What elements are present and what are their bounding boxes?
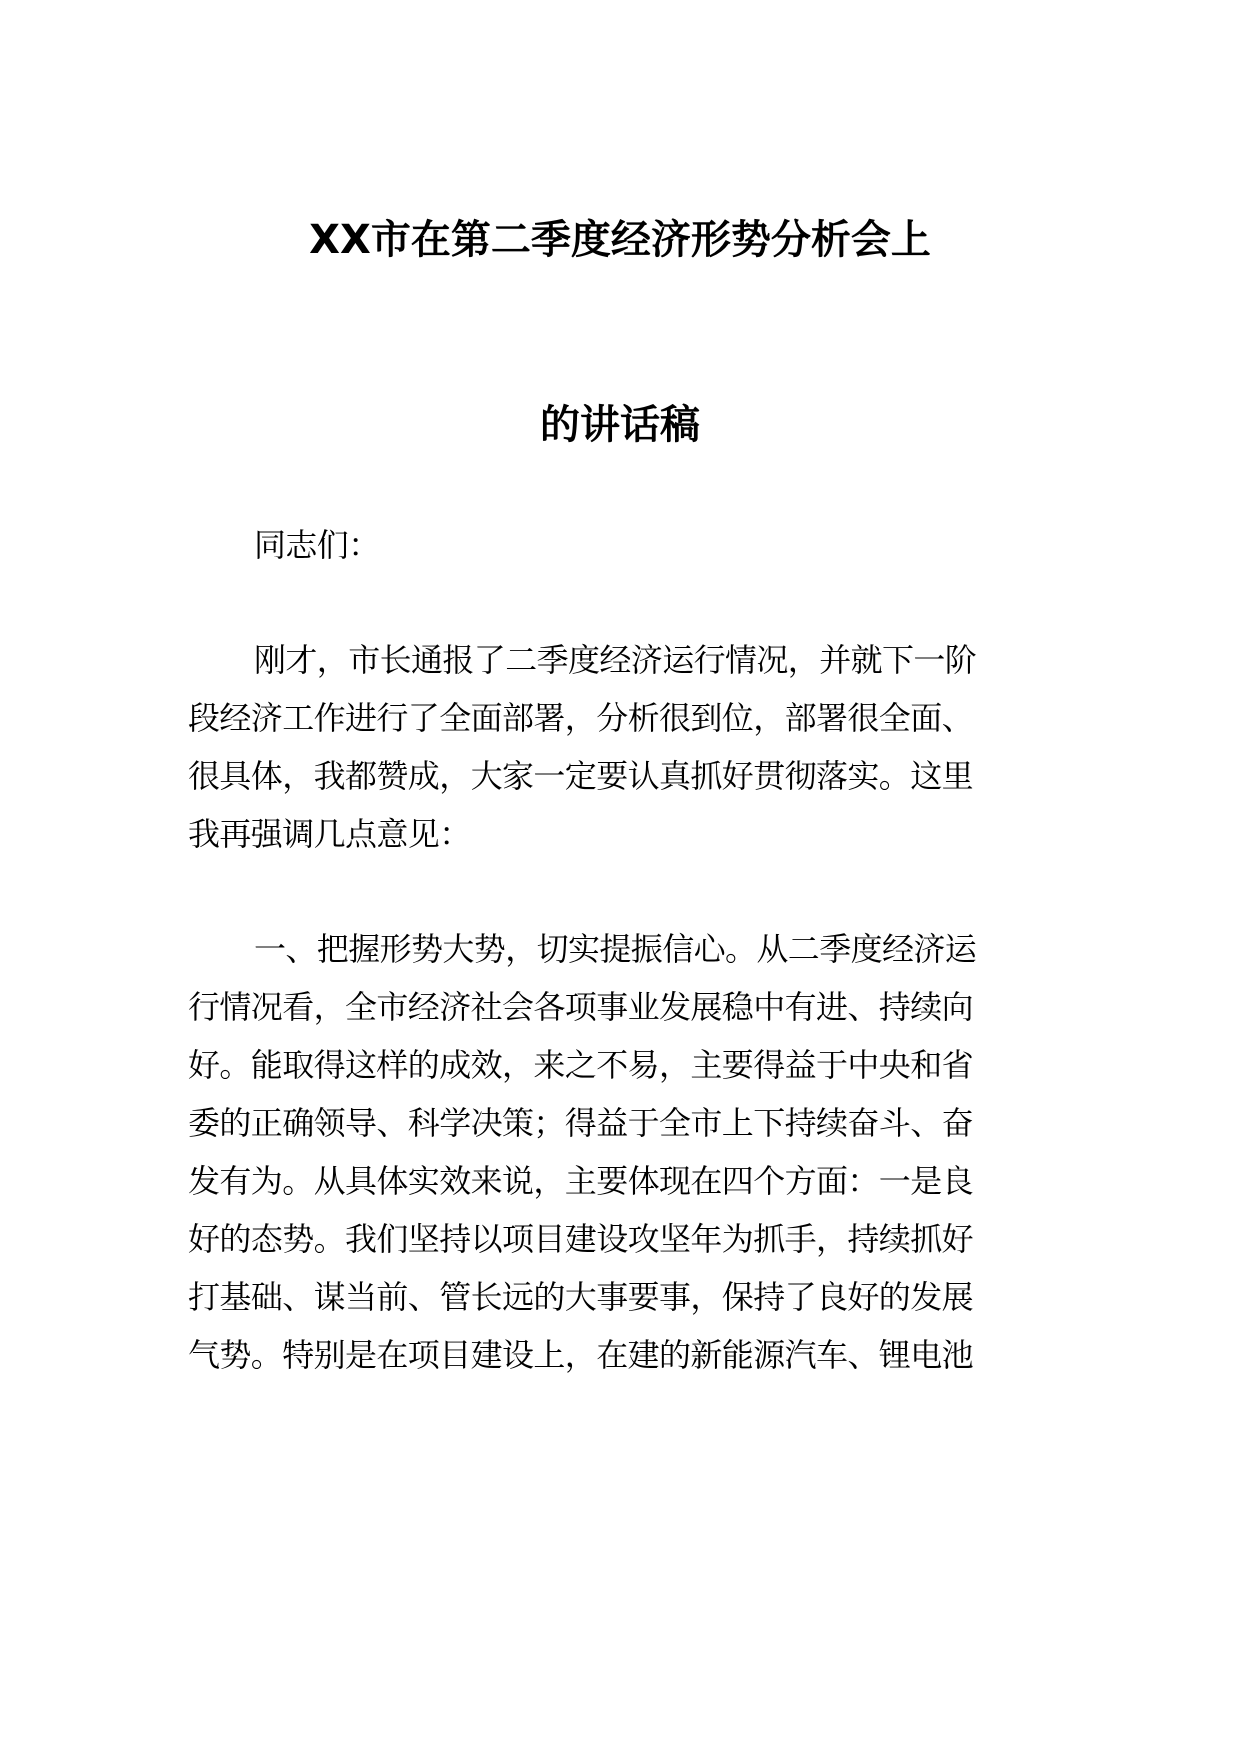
paragraph-line: 气势。特别是在项目建设上，在建的新能源汽车、锂电池 <box>188 1336 974 1374</box>
paragraph-line: 很具体，我都赞成，大家一定要认真抓好贯彻落实。这里 <box>188 757 974 795</box>
paragraph-line: 刚才，市长通报了二季度经济运行情况，并就下一阶 <box>254 641 977 679</box>
paragraph-line: 行情况看，全市经济社会各项事业发展稳中有进、持续向 <box>188 988 974 1026</box>
paragraph-line: 打基础、谋当前、管长远的大事要事，保持了良好的发展 <box>188 1278 974 1316</box>
document-title-line-1: XX市在第二季度经济形势分析会上 <box>309 217 931 263</box>
paragraph-line: 好。能取得这样的成效，来之不易，主要得益于中央和省 <box>188 1046 974 1084</box>
paragraph-line: 发有为。从具体实效来说，主要体现在四个方面：一是良 <box>188 1162 974 1200</box>
paragraph-line: 一、把握形势大势，切实提振信心。从二季度经济运 <box>254 930 977 968</box>
paragraph-line: 好的态势。我们坚持以项目建设攻坚年为抓手，持续抓好 <box>188 1220 974 1258</box>
paragraph-line: 委的正确领导、科学决策；得益于全市上下持续奋斗、奋 <box>188 1104 974 1142</box>
paragraph-line: 段经济工作进行了全面部署，分析很到位，部署很全面、 <box>188 699 974 737</box>
paragraph-line: 我再强调几点意见： <box>188 815 471 853</box>
salutation: 同志们： <box>254 526 380 564</box>
document-title-line-2: 的讲话稿 <box>540 402 700 448</box>
